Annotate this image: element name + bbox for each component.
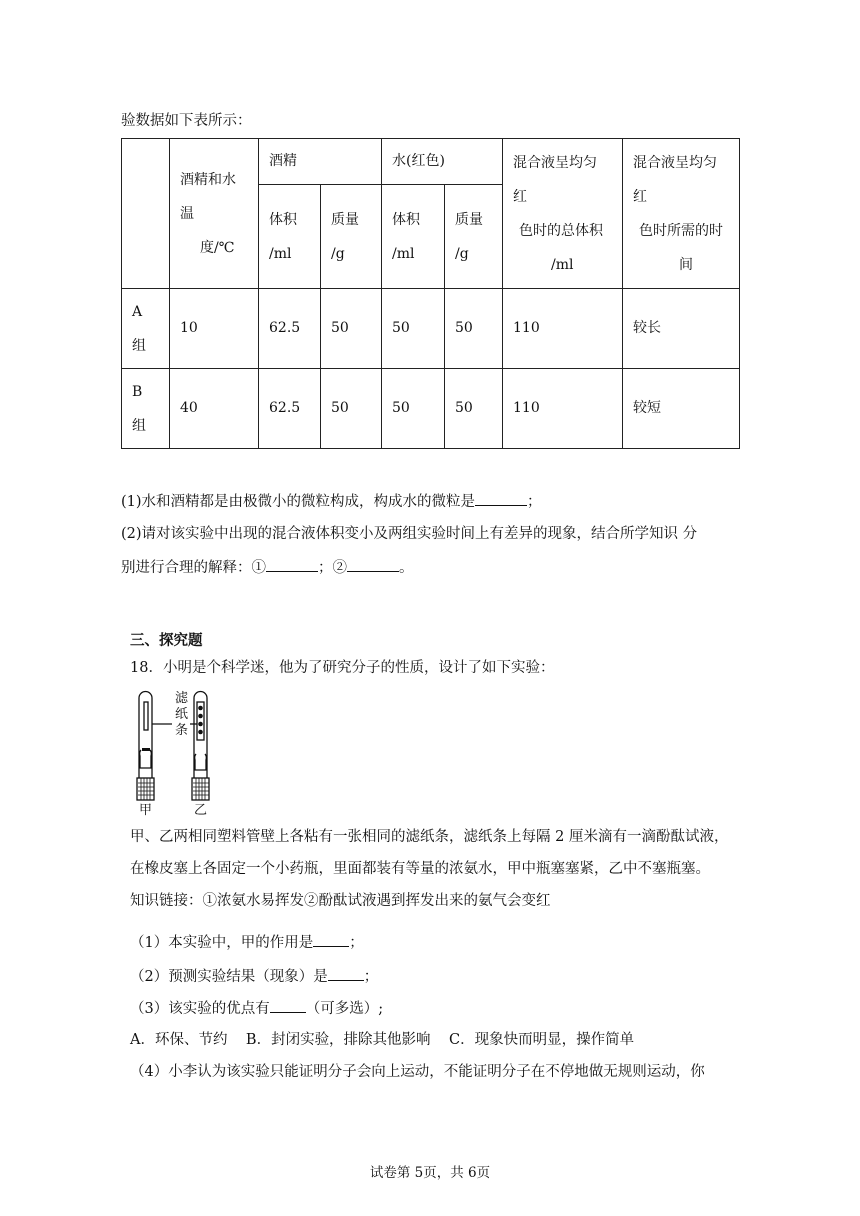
paragraph-line-2: 在橡皮塞上各固定一个小药瓶，里面都装有等量的浓氨水，甲中瓶塞塞紧，乙中不塞瓶塞。 bbox=[130, 861, 710, 877]
answer-blank[interactable] bbox=[347, 557, 399, 572]
table-row: B 组 40 62.5 50 50 50 110 较短 bbox=[122, 369, 740, 449]
sub-alcohol-mass: 质量 /g bbox=[321, 185, 382, 289]
question-2-line-1: (2)请对该实验中出现的混合液体积变小及两组实验时间上有差异的现象，结合所学知识 分 bbox=[121, 526, 698, 542]
header-total-volume: 混合液呈均匀 红 色时的总体积 /ml bbox=[503, 139, 623, 289]
filter-strip-label: 滤 纸 条 bbox=[175, 691, 189, 738]
answer-blank[interactable] bbox=[270, 998, 306, 1013]
knowledge-link: 知识链接：①浓氨水易挥发②酚酞试液遇到挥发出来的氨气会变红 bbox=[130, 893, 551, 909]
question-1: (1)水和酒精都是由极微小的微粒构成，构成水的微粒是 ； bbox=[121, 491, 542, 512]
answer-blank[interactable] bbox=[328, 966, 364, 981]
section-heading: 三、探究题 bbox=[130, 632, 203, 649]
answer-blank[interactable] bbox=[475, 491, 527, 506]
sub-water-mass: 质量 /g bbox=[445, 185, 503, 289]
question-2-line-2: 别进行合理的解释：① ；② 。 bbox=[121, 557, 414, 578]
experiment-figure bbox=[130, 688, 230, 818]
header-time: 混合液呈均匀 红 色时所需的时 间 bbox=[623, 139, 740, 289]
subquestion-2: （2）预测实验结果（现象）是 ； bbox=[130, 966, 378, 987]
answer-blank[interactable] bbox=[313, 932, 349, 947]
table-corner-cell bbox=[122, 139, 170, 289]
subquestion-1: （1）本实验中，甲的作用是 ； bbox=[130, 932, 364, 953]
header-alcohol: 酒精 bbox=[259, 139, 382, 185]
paragraph-line-1: 甲、乙两相同塑料管壁上各粘有一张相同的滤纸条，滤纸条上每隔 2 厘米滴有一滴酚酞试液， bbox=[130, 829, 729, 845]
intro-text: 验数据如下表所示： bbox=[121, 113, 252, 129]
answer-blank[interactable] bbox=[266, 557, 318, 572]
data-table bbox=[121, 138, 740, 449]
sub-water-volume: 体积 /ml bbox=[382, 185, 445, 289]
tube-label-yi: 乙 bbox=[194, 803, 208, 818]
table-row: A 组 10 62.5 50 50 50 110 较长 bbox=[122, 289, 740, 369]
page-footer: 试卷第 5页，共 6页 bbox=[369, 1165, 491, 1181]
sub-alcohol-volume: 体积 /ml bbox=[259, 185, 321, 289]
subquestion-4: （4）小李认为该实验只能证明分子会向上运动，不能证明分子在不停地做无规则运动，你 bbox=[130, 1064, 705, 1080]
tube-label-jia: 甲 bbox=[139, 803, 153, 818]
subquestion-3: （3）该实验的优点有 （可多选）; bbox=[130, 998, 383, 1019]
question-18: 18．小明是个科学迷，他为了研究分子的性质，设计了如下实验： bbox=[130, 660, 555, 676]
header-water: 水(红色) bbox=[382, 139, 503, 185]
answer-options: A．环保、节约 B．封闭实验，排除其他影响 C．现象快而明显，操作简单 bbox=[130, 1032, 635, 1048]
header-temp: 酒精和水 温 度/℃ bbox=[170, 139, 259, 289]
